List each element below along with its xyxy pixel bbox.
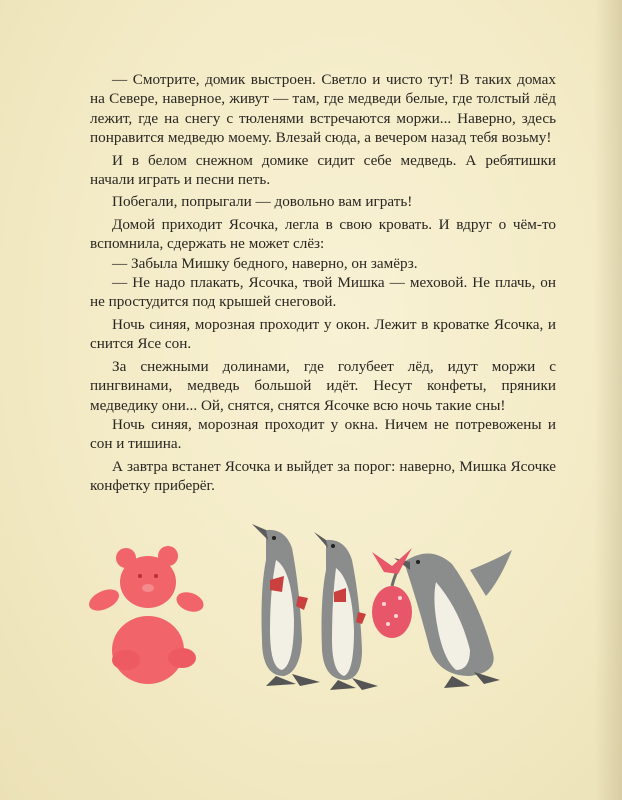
- paragraph: — Не надо плакать, Ясочка, твой Мишка — меховой. Не плачь, он не простудится под крышей снеговой.: [90, 274, 556, 311]
- paragraph: — Смотрите, домик выстроен. Светло и чисто тут! В таких домах на Севере, наверное, живут — там, где медведи белые, где толстый лёд лежит, где на снегу с тюленями встречаются моржи... Наверно, здесь понравится медведю моему. Влезай сюда, а вечером назад тебя возьму!: [90, 71, 556, 147]
- illustration: [0, 500, 622, 800]
- story-text: [90, 70, 556, 496]
- teddy-bear-figure: [86, 546, 207, 684]
- paragraph: За снежными долинами, где голубеет лёд, идут моржи с пингвинами, медведь большой идёт. Несут конфеты, пряники медведику они... Ой, снятся, снятся Ясочке всю ночь такие сны!: [90, 357, 556, 414]
- paragraph: А завтра встанет Ясочка и выйдет за порог: наверно, Мишка Ясочке конфетку приберёг.: [90, 457, 556, 495]
- penguin-figure: [252, 524, 320, 686]
- paragraph: Побегали, попрыгали — довольно вам играть!: [112, 193, 413, 211]
- paragraph: — Забыла Мишку бедного, наверно, он замёрз.: [112, 254, 418, 272]
- penguin-with-bundle-figure: [372, 548, 512, 688]
- paragraph: Ночь синяя, морозная проходит у окон. Лежит в кроватке Ясочка, и снится Ясе сон.: [90, 315, 556, 353]
- penguin-figure: [314, 532, 378, 690]
- paragraph: Ночь синяя, морозная проходит у окна. Ничем не потревожены и сон и тишина.: [90, 415, 556, 453]
- paragraph: Домой приходит Ясочка, легла в свою кровать. И вдруг о чём-то вспомнила, сдержать не может слёз:: [90, 215, 556, 253]
- paragraph: И в белом снежном домике сидит себе медведь. А ребятишки начали играть и песни петь.: [90, 151, 556, 189]
